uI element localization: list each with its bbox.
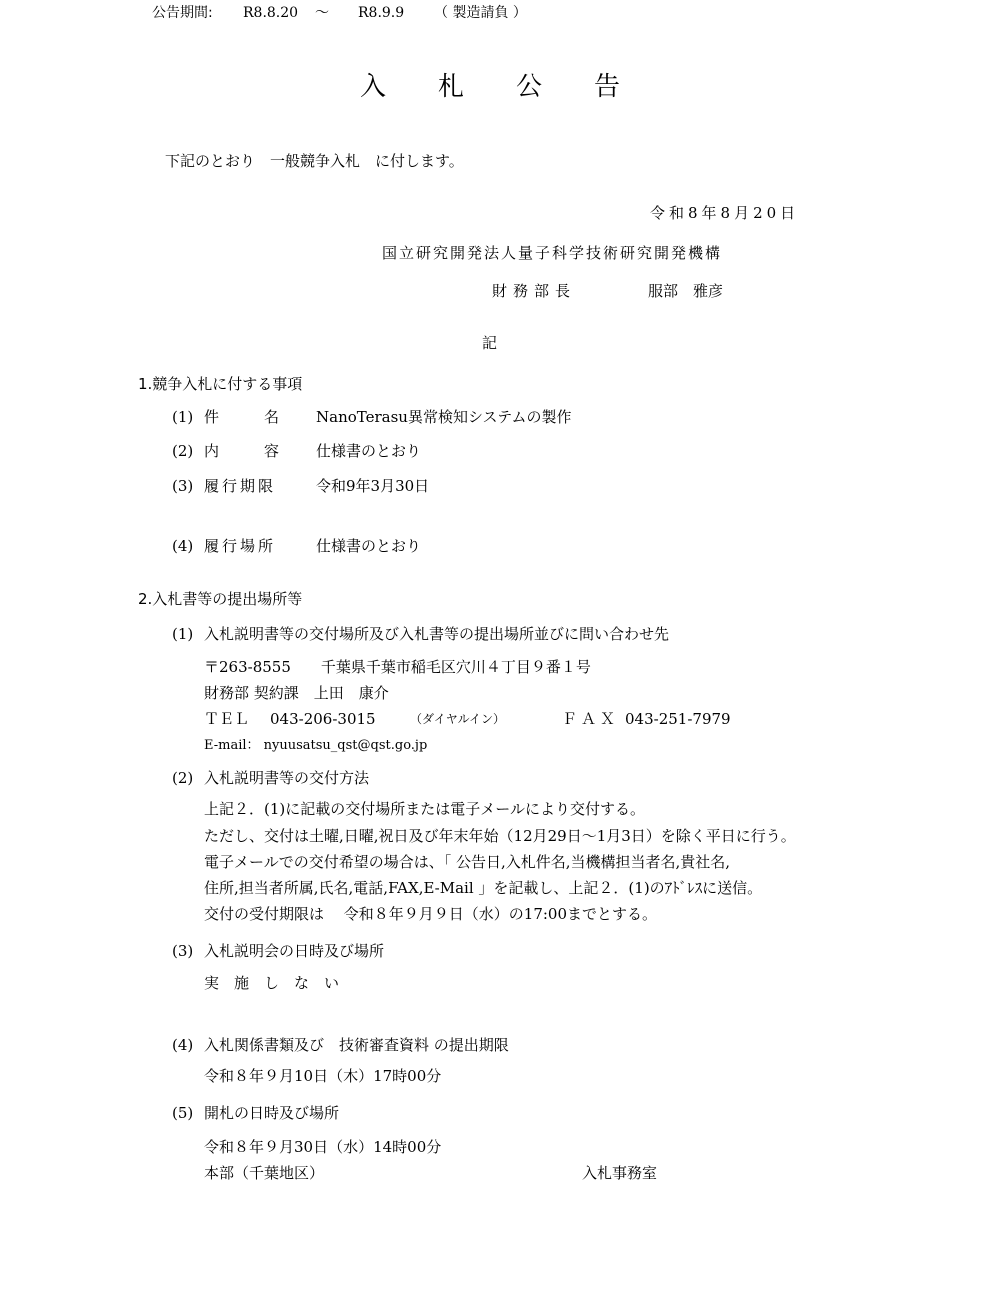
- item-number: (3): [172, 942, 194, 960]
- item-number: (4): [172, 1036, 194, 1054]
- item-label: 件 名: [204, 408, 280, 426]
- delivery-method-line: 電子メールでの交付希望の場合は、「 公告日,入札件名,当機構担当者名,貴社名,: [204, 853, 731, 871]
- notice-date: 令和8年8月20日: [650, 204, 800, 222]
- bid-opening-room: 入札事務室: [582, 1164, 658, 1182]
- item-number: (2): [172, 442, 194, 460]
- item-number: (4): [172, 537, 194, 555]
- item-number: (5): [172, 1104, 194, 1122]
- tel-number: 043-206-3015: [270, 710, 376, 728]
- item-number: (1): [172, 625, 194, 643]
- item-value: 令和9年3月30日: [316, 477, 430, 495]
- delivery-method-line: 交付の受付期限は 令和８年９月９日（水）の17:00までとする。: [204, 905, 657, 923]
- item-value: NanoTerasu異常検知システムの製作: [316, 408, 572, 426]
- section2-heading: 2.入札書等の提出場所等: [138, 590, 303, 608]
- ki-mark: 記: [482, 334, 498, 352]
- bid-opening-date: 令和８年９月30日（水）14時00分: [204, 1138, 442, 1156]
- briefing-status: 実 施 し な い: [204, 974, 340, 992]
- issuer-position: 財務部長: [492, 282, 577, 300]
- title-char: 札: [438, 72, 465, 102]
- issuer-organization: 国立研究開発法人量子科学技術研究開発機構: [382, 244, 723, 262]
- tel-label: ＴＥＬ: [204, 710, 250, 728]
- item-label: 内 容: [204, 442, 280, 460]
- item-value: 仕様書のとおり: [316, 442, 422, 460]
- delivery-method-line: ただし、交付は土曜,日曜,祝日及び年末年始（12月29日～1月3日）を除く平日に行う。: [204, 827, 796, 845]
- contract-category: （ 製造請負 ）: [434, 5, 527, 21]
- notice-period-end: R8.9.9: [358, 5, 405, 21]
- subsection-heading: 開札の日時及び場所: [204, 1104, 340, 1122]
- notice-period-label: 公告期間:: [152, 5, 213, 21]
- intro-text: 下記のとおり 一般競争入札 に付します。: [165, 152, 464, 170]
- fax-label: ＦＡＸ: [562, 710, 620, 728]
- item-label: 履行場所: [204, 537, 277, 555]
- title-char: 公: [516, 72, 543, 102]
- item-number: (3): [172, 477, 194, 495]
- contact-address: 〒263-8555 千葉県千葉市稲毛区穴川４丁目９番１号: [204, 658, 591, 676]
- delivery-method-line: 住所,担当者所属,氏名,電話,FAX,E-Mail 」を記載し、上記２．(1)のｱﾄﾞﾚｽに送信。: [204, 879, 763, 897]
- subsection-heading: 入札説明書等の交付方法: [204, 769, 370, 787]
- item-value: 仕様書のとおり: [316, 537, 422, 555]
- fax-number: 043-251-7979: [625, 710, 731, 728]
- item-number: (2): [172, 769, 194, 787]
- submission-deadline: 令和８年９月10日（木）17時00分: [204, 1067, 442, 1085]
- item-label: 履行期限: [204, 477, 277, 495]
- delivery-method-line: 上記２．(1)に記載の交付場所または電子メールにより交付する。: [204, 800, 645, 818]
- contact-email: E-mail： nyuusatsu_qst@qst.go.jp: [204, 738, 428, 753]
- item-number: (1): [172, 408, 194, 426]
- section1-heading: 1.競争入札に付する事項: [138, 375, 303, 393]
- issuer-name: 服部 雅彦: [648, 282, 724, 300]
- notice-period-start: R8.8.20: [243, 5, 299, 21]
- contact-person: 財務部 契約課 上田 康介: [204, 684, 389, 702]
- subsection-heading: 入札関係書類及び 技術審査資料 の提出期限: [204, 1036, 509, 1054]
- subsection-heading: 入札説明会の日時及び場所: [204, 942, 385, 960]
- bid-opening-place: 本部（千葉地区）: [204, 1164, 325, 1182]
- notice-period-separator: ～: [315, 5, 329, 21]
- subsection-heading: 入札説明書等の交付場所及び入札書等の提出場所並びに問い合わせ先: [204, 625, 670, 643]
- title-char: 入: [360, 72, 387, 102]
- tel-note: （ダイヤルイン）: [410, 712, 506, 726]
- title-char: 告: [594, 72, 621, 102]
